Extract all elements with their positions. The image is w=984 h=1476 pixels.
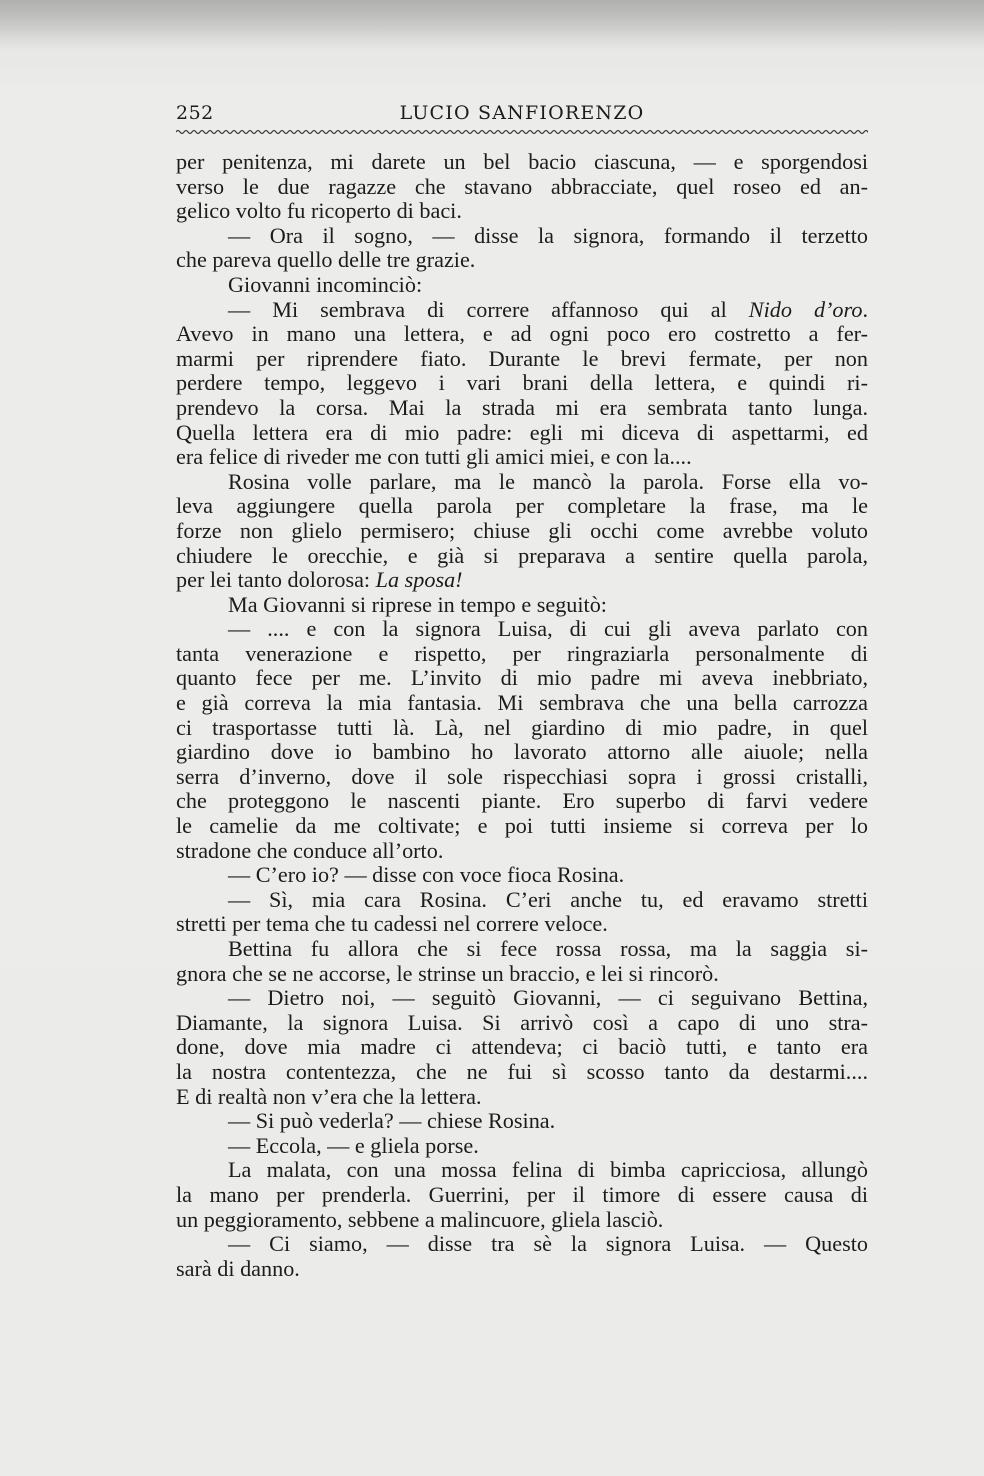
text-line: era felice di riveder me con tutti gli amici miei, e con la.... [176,444,692,470]
text-line: — Sì, mia cara Rosina. C’eri anche tu, ed eravamo stretti [228,886,868,912]
text-line: gnora che se ne accorse, le strinse un braccio, e lei si rincorò. [176,960,719,986]
text-line: — C’ero io? — disse con voce fioca Rosina. [228,862,625,888]
text-line: — Ora il sogno, — disse la signora, formando il terzetto [228,222,868,248]
text-line: Bettina fu allora che si fece rossa rossa, ma la saggia si- [228,936,868,961]
text-line: done, dove mia madre ci attendeva; ci baciò tutti, e tanto era [176,1034,868,1060]
text-line: marmi per riprendere fiato. Durante le brevi fermate, per non [176,345,868,371]
text-line: — Dietro noi, — seguitò Giovanni, — ci seguivano Bettina, [228,985,868,1011]
text-line: Diamante, la signora Luisa. Si arrivò così a capo di uno stra- [176,1009,868,1035]
text-line: verso le due ragazze che stavano abbracciate, quel roseo ed an- [176,173,868,199]
text-line: Rosina volle parlare, ma le mancò la parola. Forse ella vo- [228,468,868,494]
text-line: per lei tanto dolorosa: La sposa! [176,567,463,593]
text-line: sarà di danno. [176,1255,300,1281]
text-line: tanta venerazione e rispetto, per ringraziarla personalmente di [176,640,868,666]
running-title: LUCIO SANFIORENZO [399,102,645,124]
text-line: la nostra contentezza, che ne fui sì scosso tanto da destarmi.... [176,1058,868,1084]
text-line: — Ci siamo, — disse tra sè la signora Luisa. — Questo [228,1231,868,1257]
text-line: stradone che conduce all’orto. [176,837,444,863]
text-line: la mano per prenderla. Guerrini, per il timore di essere causa di [176,1181,868,1207]
text-line: perdere tempo, leggevo i vari brani della lettera, e quindi ri- [176,370,868,396]
text-line: un peggioramento, sebbene a malincuore, gliela lasciò. [176,1206,664,1232]
text-line: Quella lettera era di mio padre: egli mi diceva di aspettarmi, ed [176,419,868,445]
text-line: prendevo la corsa. Mai la strada mi era sembrata tanto lunga. [176,394,868,420]
wavy-header-rule [176,128,868,136]
text-line: serra d’inverno, dove il sole rispecchiasi sopra i grossi cristalli, [176,763,868,789]
text-line: Avevo in mano una lettera, e ad ogni poco ero costretto a fer- [176,321,868,347]
text-line: ci trasportasse tutti là. Là, nel giardino di mio padre, in quel [176,714,868,740]
text-line: gelico volto fu ricoperto di baci. [176,198,462,224]
text-line: — Si può vederla? — chiese Rosina. [228,1108,556,1134]
text-line: per penitenza, mi darete un bel bacio ciascuna, — e sporgendosi [176,149,868,174]
text-line: leva aggiungere quella parola per completare la frase, ma le [176,493,868,519]
scan-shadow [0,0,984,50]
text-line: che pareva quello delle tre grazie. [176,247,476,273]
text-line: — Mi sembrava di correre affannoso qui al Nido d’oro. [228,296,868,322]
text-line: La malata, con una mossa felina di bimba capricciosa, allungò [228,1157,868,1183]
text-line: Giovanni incominciò: [228,271,423,297]
text-line: Ma Giovanni si riprese in tempo e seguitò: [228,591,607,617]
body-text [176,150,868,1281]
text-line: — Eccola, — e gliela porse. [228,1132,479,1158]
text-line: giardino dove io bambino ho lavorato attorno alle aiuole; nella [176,739,868,765]
page-header [176,102,868,128]
text-line: che proteggono le nascenti piante. Ero superbo di farvi vedere [176,788,868,814]
text-line: quanto fece per me. L’invito di mio padre mi aveva inebbriato, [176,665,868,691]
text-line: stretti per tema che tu cadessi nel correre veloce. [176,911,608,937]
text-line: E di realtà non v’era che la lettera. [176,1083,482,1109]
text-line: e già correva la mia fantasia. Mi sembrava che una bella carrozza [176,690,868,716]
page-number: 252 [176,102,214,124]
text-line: — .... e con la signora Luisa, di cui gli aveva parlato con [228,616,868,642]
text-line: chiudere le orecchie, e già si preparava a sentire quella parola, [176,542,868,568]
text-line: le camelie da me coltivate; e poi tutti insieme si correva per lo [176,813,868,839]
text-line: forze non glielo permisero; chiuse gli occhi come avrebbe voluto [176,517,868,543]
